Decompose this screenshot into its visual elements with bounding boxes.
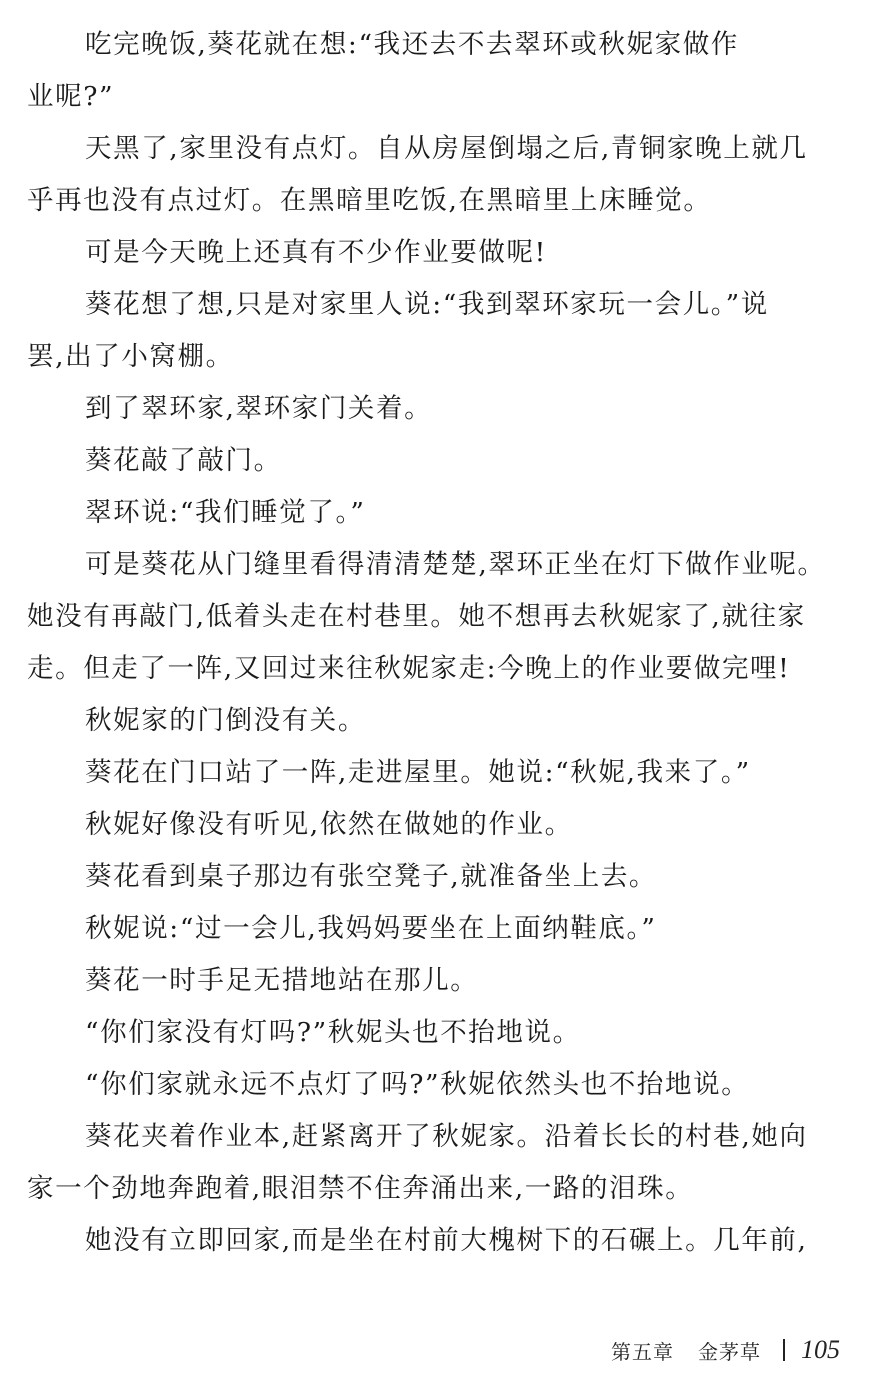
chapter-title: 金茅草 <box>698 1339 761 1364</box>
chapter-label: 第五章 <box>611 1339 674 1364</box>
text-line: 家一个劲地奔跑着,眼泪禁不住奔涌出来,一路的泪珠。 <box>27 1173 694 1204</box>
footer-divider <box>783 1339 785 1361</box>
page-number: 105 <box>801 1335 840 1364</box>
text-line: 她没有再敲门,低着头走在村巷里。她不想再去秋妮家了,就往家 <box>27 601 806 632</box>
text-line: 秋妮家的门倒没有关。 <box>85 705 366 736</box>
text-line: 业呢?” <box>27 81 115 112</box>
text-line: 天黑了,家里没有点灯。自从房屋倒塌之后,青铜家晚上就几 <box>85 133 808 164</box>
text-line: “你们家没有灯吗?”秋妮头也不抬地说。 <box>85 1017 581 1048</box>
text-line: 走。但走了一阵,又回过来往秋妮家走:今晚上的作业要做完哩! <box>27 653 791 684</box>
text-line: 翠环说:“我们睡觉了。” <box>85 497 366 528</box>
text-line: 葵花敲了敲门。 <box>85 445 282 476</box>
text-line: 可是葵花从门缝里看得清清楚楚,翠环正坐在灯下做作业呢。 <box>85 549 826 580</box>
body-text <box>27 19 845 1267</box>
page-footer <box>611 1332 840 1368</box>
text-line: 可是今天晚上还真有不少作业要做呢! <box>85 237 547 268</box>
text-line: “你们家就永远不点灯了吗?”秋妮依然头也不抬地说。 <box>85 1069 750 1100</box>
text-line: 乎再也没有点过灯。在黑暗里吃饭,在黑暗里上床睡觉。 <box>27 185 712 216</box>
text-line: 秋妮好像没有听见,依然在做她的作业。 <box>85 809 573 840</box>
text-line: 吃完晚饭,葵花就在想:“我还去不去翠环或秋妮家做作 <box>85 29 739 60</box>
text-line: 到了翠环家,翠环家门关着。 <box>85 393 433 424</box>
text-line: 葵花在门口站了一阵,走进屋里。她说:“秋妮,我来了。” <box>85 757 751 788</box>
text-line: 秋妮说:“过一会儿,我妈妈要坐在上面纳鞋底。” <box>85 913 657 944</box>
text-line: 葵花一时手足无措地站在那儿。 <box>85 965 479 996</box>
text-line: 葵花看到桌子那边有张空凳子,就准备坐上去。 <box>85 861 658 892</box>
text-line: 葵花夹着作业本,赶紧离开了秋妮家。沿着长长的村巷,她向 <box>85 1121 808 1152</box>
text-line: 葵花想了想,只是对家里人说:“我到翠环家玩一会儿。”说 <box>85 289 769 320</box>
text-line: 她没有立即回家,而是坐在村前大槐树下的石碾上。几年前, <box>85 1225 808 1256</box>
text-line: 罢,出了小窝棚。 <box>27 341 234 372</box>
